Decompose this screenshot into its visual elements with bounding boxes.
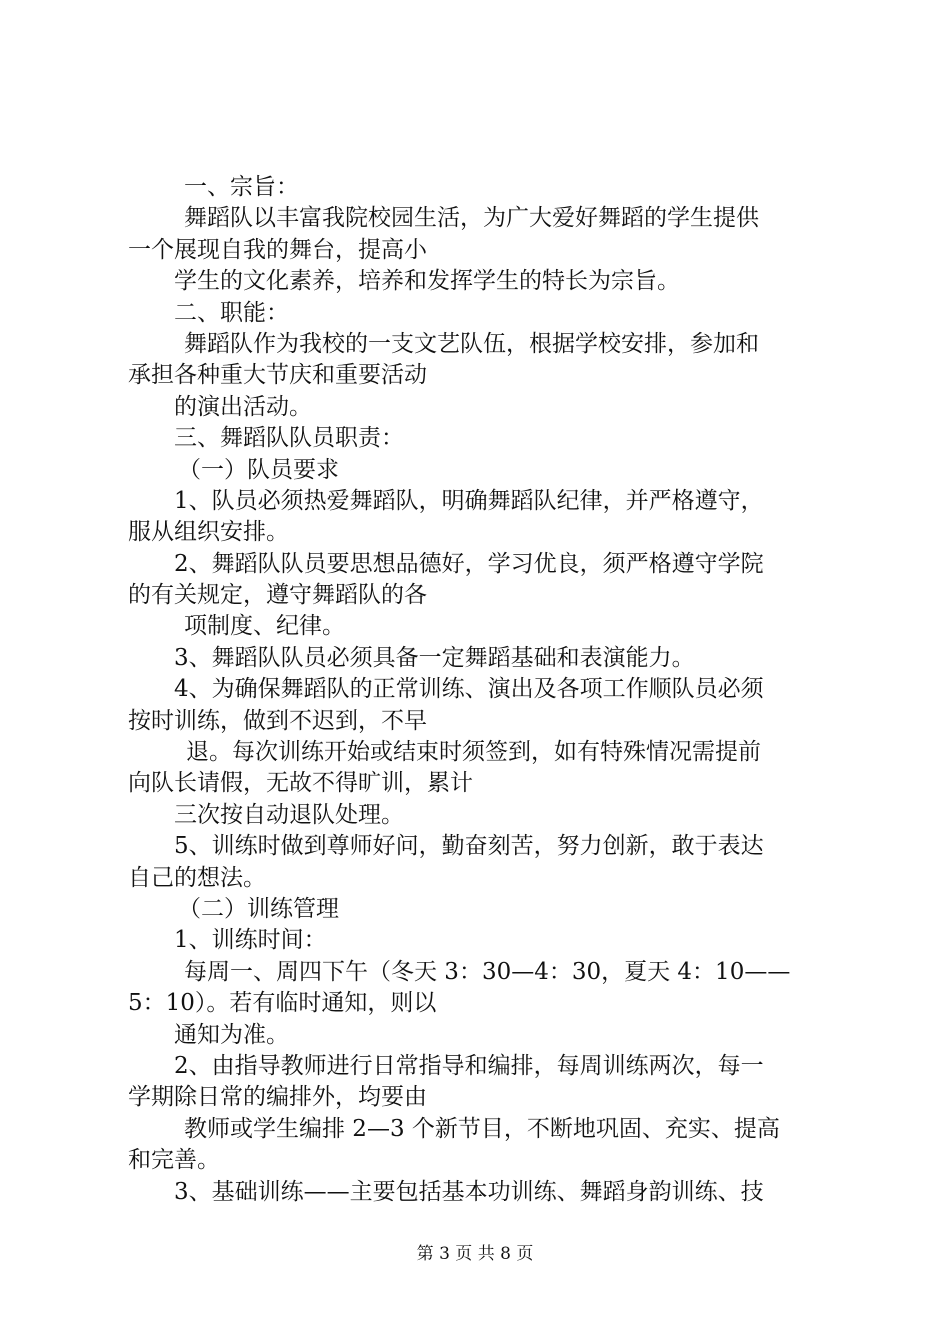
subheading-training-management: （二）训练管理 xyxy=(178,895,339,922)
list-item-line: 3、舞蹈队队员必须具备一定舞蹈基础和表演能力。 xyxy=(174,644,695,671)
paragraph-line: 承担各种重大节庆和重要活动 xyxy=(128,362,427,389)
list-item-line: 服从组织安排。 xyxy=(128,519,289,546)
paragraph-line: 舞蹈队作为我校的一支文艺队伍，根据学校安排，参加和 xyxy=(184,330,759,357)
list-item-line: 每周一、周四下午（冬天 3：30—4：30，夏天 4：10—— xyxy=(184,958,791,985)
list-item-line: 项制度、纪律。 xyxy=(184,613,345,640)
list-item-line: 1、训练时间： xyxy=(174,927,327,954)
list-item-line: 5、训练时做到尊师好问，勤奋刻苦，努力创新，敢于表达 xyxy=(174,833,764,860)
list-item-line: 的有关规定，遵守舞蹈队的各 xyxy=(128,582,427,609)
list-item-line: 退。每次训练开始或结束时须签到，如有特殊情况需提前 xyxy=(186,739,761,766)
subheading-member-requirements: （一）队员要求 xyxy=(178,456,339,483)
list-item-line: 3、基础训练——主要包括基本功训练、舞蹈身韵训练、技 xyxy=(174,1178,764,1205)
list-item-line: 按时训练，做到不迟到，不早 xyxy=(128,707,427,734)
list-item-line: 三次按自动退队处理。 xyxy=(174,801,404,828)
list-item-line: 1、队员必须热爱舞蹈队，明确舞蹈队纪律，并严格遵守， xyxy=(174,487,764,514)
list-item-line: 学期除日常的编排外，均要由 xyxy=(128,1084,427,1111)
list-item-line: 向队长请假，无故不得旷训，累计 xyxy=(128,770,473,797)
list-item-line: 2、舞蹈队队员要思想品德好，学习优良，须严格遵守学院 xyxy=(174,550,764,577)
heading-member-duties: 三、舞蹈队队员职责： xyxy=(174,425,404,452)
list-item-line: 自己的想法。 xyxy=(128,864,266,891)
heading-functions: 二、职能： xyxy=(174,299,289,326)
list-item-line: 5：10）。若有临时通知，则以 xyxy=(128,990,437,1017)
list-item-line: 教师或学生编排 2—3 个新节目，不断地巩固、充实、提高 xyxy=(184,1115,780,1142)
page-number-footer: 第 3 页 共 8 页 xyxy=(416,1244,534,1264)
list-item-line: 2、由指导教师进行日常指导和编排，每周训练两次，每一 xyxy=(174,1052,764,1079)
paragraph-line: 的演出活动。 xyxy=(174,393,312,420)
paragraph-line: 学生的文化素养，培养和发挥学生的特长为宗旨。 xyxy=(174,268,680,295)
list-item-line: 通知为准。 xyxy=(174,1021,289,1048)
list-item-line: 4、为确保舞蹈队的正常训练、演出及各项工作顺队员必须 xyxy=(174,676,764,703)
paragraph-line: 一个展现自我的舞台，提高小 xyxy=(128,236,427,263)
document-body xyxy=(128,172,833,1208)
heading-purpose: 一、宗旨： xyxy=(184,174,299,200)
paragraph-line: 舞蹈队以丰富我院校园生活，为广大爱好舞蹈的学生提供 xyxy=(184,205,759,232)
list-item-line: 和完善。 xyxy=(128,1147,220,1174)
